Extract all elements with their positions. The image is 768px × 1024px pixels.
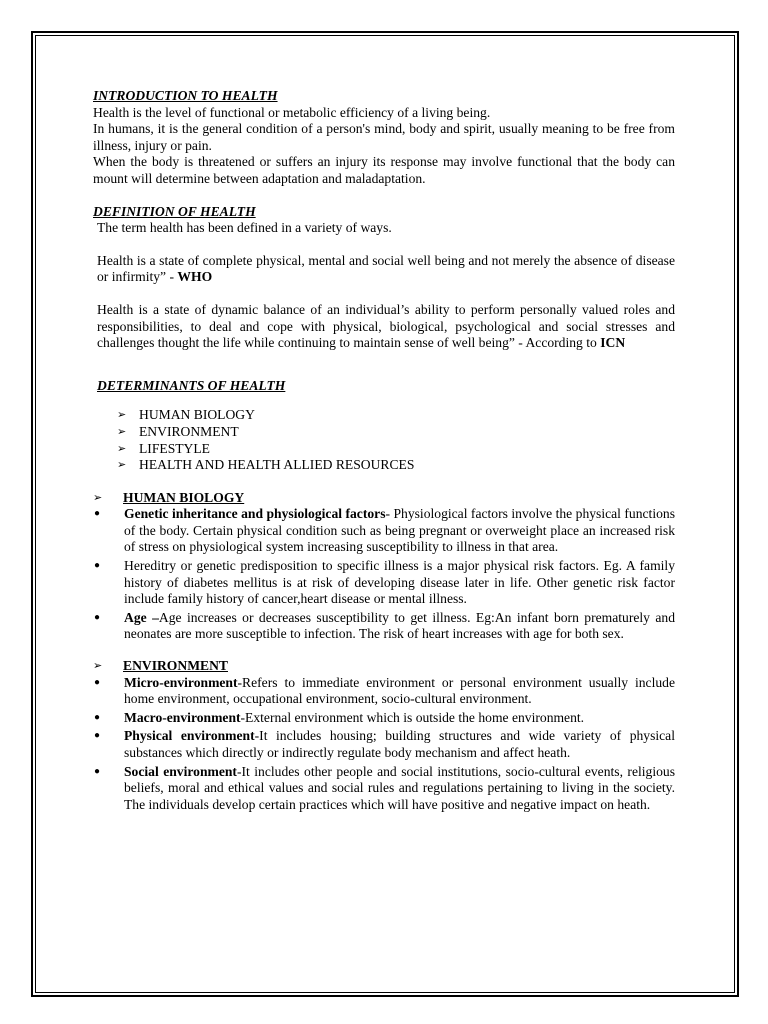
human-biology-list (93, 506, 675, 643)
bullet-icon: ● (94, 611, 101, 623)
who-definition (93, 253, 675, 286)
icn-definition-text: Health is a state of dynamic balance of an individual’s ability to perform personally valued roles and responsibilities, to deal and cope with physical, biological, psychological and social stresses and challenges thought the life while continuing to maintain sense of well being” - According to (97, 301, 675, 351)
bullet-icon: ● (94, 711, 101, 723)
determinants-list (93, 407, 675, 473)
bullet-text: - Physiological factors involve the physical functions of the body. Certain physical condition such as being pregnant or overweight place an increased risk of stress on physiological system increasing susceptibility to illness in that area. (124, 506, 675, 555)
list-item (93, 610, 675, 643)
icn-definition (93, 302, 675, 352)
bullet-term: Genetic inheritance and physiological factors (124, 506, 386, 522)
environment-list (93, 675, 675, 814)
arrow-bullet-icon: ➢ (117, 409, 127, 422)
bullet-icon: ● (94, 765, 101, 777)
arrow-bullet-icon: ➢ (117, 459, 127, 472)
who-definition-text: Health is a state of complete physical, mental and social well being and not merely the absence of disease or infirmity” - (97, 252, 675, 285)
intro-paragraph: When the body is threatened or suffers an injury its response may involve functional that the body can mount will determine between adaptation and maladaptation. (93, 154, 675, 186)
list-item (117, 407, 675, 424)
list-item (117, 441, 675, 458)
list-item-label: HUMAN BIOLOGY (139, 407, 255, 423)
list-item-label: HEALTH AND HEALTH ALLIED RESOURCES (139, 457, 415, 473)
bullet-icon: ● (94, 508, 101, 520)
arrow-bullet-icon: ➢ (117, 425, 127, 438)
arrow-bullet-icon: ➢ (93, 491, 103, 504)
list-item-label: ENVIRONMENT (139, 423, 239, 439)
determinants-heading: DETERMINANTS OF HEALTH (97, 377, 286, 393)
icn-source: ICN (600, 335, 626, 351)
bullet-icon: ● (94, 676, 101, 688)
bullet-term: Age – (124, 609, 159, 625)
bullet-text: -Refers to immediate environment or personal environment usually include home environment, occupational environment, socio-cultural environment. (124, 674, 675, 707)
intro-paragraph: Health is the level of functional or metabolic efficiency of a living being. (93, 104, 491, 120)
definition-lead: The term health has been defined in a variety of ways. (97, 220, 392, 236)
bullet-term: Physical environment (124, 728, 255, 744)
bullet-icon: ● (94, 730, 101, 742)
environment-heading: ENVIRONMENT (123, 658, 228, 674)
bullet-text: Age increases or decreases susceptibility to get illness. Eg:An infant born prematurely and neonates are more susceptible to infection. The risk of heart increases with age for both sex. (124, 609, 676, 642)
bullet-text: -It includes housing; building structures and wide variety of physical substances which directly or indirectly regulate body mechanism and affect heath. (124, 728, 675, 760)
list-item (93, 675, 675, 708)
intro-heading: INTRODUCTION TO HEALTH (93, 88, 278, 103)
bullet-text: -It includes other people and social institutions, socio-cultural events, religious beliefs, moral and ethical values and social rules and regulations pertaining to living in the society. The individuals develop certain practices which will have positive and negative impact on heath. (124, 763, 675, 812)
bullet-icon: ● (94, 560, 101, 572)
list-item-label: LIFESTYLE (139, 440, 210, 456)
list-item (93, 710, 675, 727)
definition-heading: DEFINITION OF HEALTH (93, 203, 256, 219)
list-item (93, 728, 675, 761)
arrow-bullet-icon: ➢ (117, 442, 127, 455)
list-item (117, 424, 675, 441)
intro-paragraph: In humans, it is the general condition of a person's mind, body and spirit, usually meaning to be free from illness, injury or pain. (93, 121, 675, 153)
document-body (93, 88, 675, 815)
bullet-term: Macro-environment (124, 709, 241, 725)
who-source: WHO (177, 269, 213, 285)
bullet-text: -External environment which is outside the home environment. (240, 709, 585, 725)
bullet-term: Micro-environment (124, 674, 238, 690)
list-item (93, 558, 675, 608)
arrow-bullet-icon: ➢ (93, 660, 103, 673)
list-item (93, 506, 675, 556)
list-item (117, 457, 675, 474)
environment-heading-row (93, 658, 675, 675)
human-biology-heading-row (93, 490, 675, 507)
human-biology-heading: HUMAN BIOLOGY (123, 489, 245, 505)
list-item (93, 764, 675, 814)
bullet-text: Hereditry or genetic predisposition to specific illness is a major physical risk factors. Eg. A family history of diabetes mellitus is at risk of developing disease later in life. Other genetic risk factor include family history of cancer,heart disease or mental illness. (124, 558, 675, 607)
bullet-term: Social environment (124, 763, 237, 779)
